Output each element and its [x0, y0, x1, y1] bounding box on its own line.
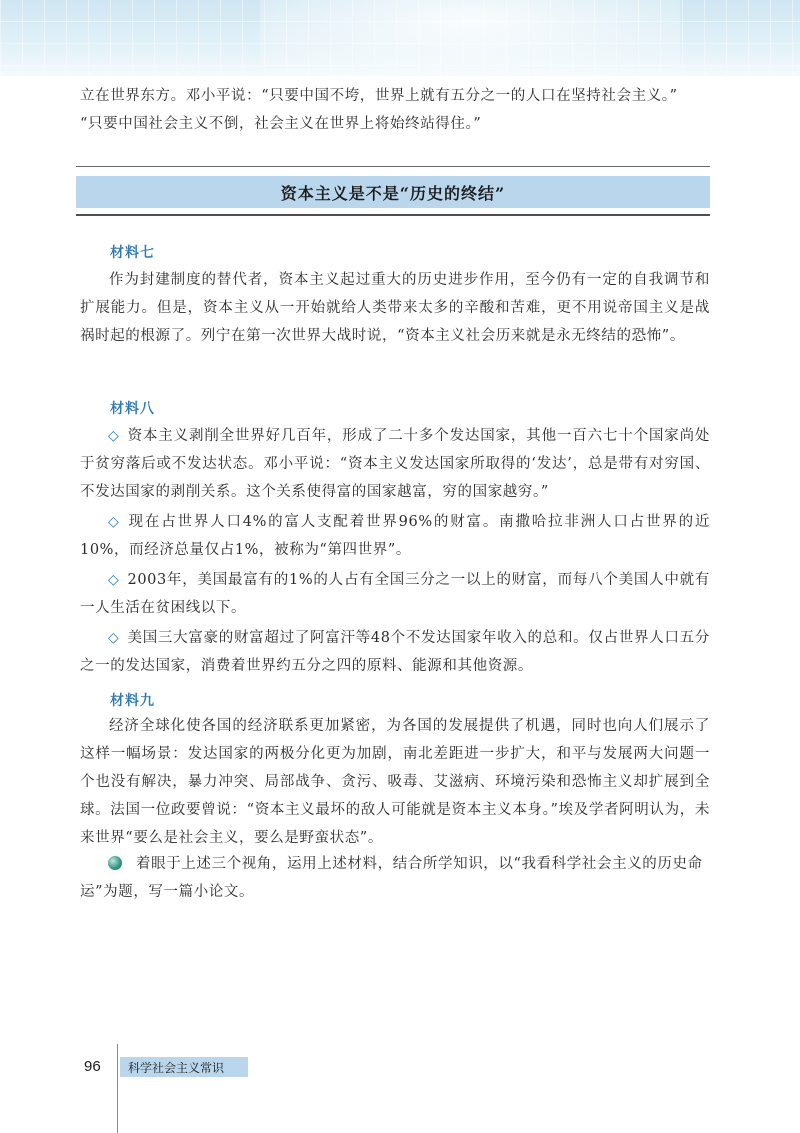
diamond-bullet-icon: ◇ [108, 514, 121, 530]
task-prompt [80, 850, 710, 906]
page-number: 96 [84, 1058, 101, 1075]
material-9-block [80, 690, 710, 852]
material-8-block [80, 398, 710, 680]
diamond-bullet-icon: ◇ [108, 572, 120, 588]
section-divider-bottom [76, 214, 710, 216]
material-8-title: 材料八 [110, 401, 155, 417]
diamond-bullet-icon: ◇ [108, 630, 120, 646]
footer-book-title: 科学社会主义常识 [120, 1057, 248, 1077]
section-title: 资本主义是不是“历史的终结” [76, 176, 710, 208]
intro-line-2: “只要中国社会主义不倒，社会主义在世界上将始终站得住。” [80, 116, 482, 132]
material-9-text: 经济全球化使各国的经济联系更加紧密，为各国的发展提供了机遇，同时也向人们展示了这样一幅场景：发达国家的两极分化更为加剧，南北差距进一步扩大，和平与发展两大问题一个也没有解决，暴力冲突、局部战争、贪污、吸毒、艾滋病、环境污染和恐怖主义却扩展到全球。法国一位政要曾说：“资本主义最坏的敌人可能就是资本主义本身。”埃及学者阿明认为，未来世界“要么是社会主义，要么是野蛮状态”。 [80, 718, 710, 846]
material-8-item-text: 美国三大富豪的财富超过了阿富汗等48个不发达国家年收入的总和。仅占世界人口五分之一的发达国家，消费着世界约五分之四的原料、能源和其他资源。 [80, 630, 710, 674]
material-7-block [80, 242, 710, 350]
material-8-item-text: 现在占世界人口4%的富人支配着世界96%的财富。南撒哈拉非洲人口占世界的近10%，而经济总量仅占1%，被称为“第四世界”。 [80, 514, 710, 558]
header-banner [0, 0, 800, 76]
diamond-bullet-icon: ◇ [108, 428, 120, 444]
banner-glow [260, 0, 680, 76]
footer-rule [117, 1044, 118, 1133]
material-8-item [80, 508, 710, 564]
material-8-item [80, 566, 710, 622]
material-7-title: 材料七 [110, 245, 155, 261]
intro-line-1: 立在世界东方。邓小平说：“只要中国不垮，世界上就有五分之一的人口在坚持社会主义。” [80, 88, 678, 104]
globe-icon [108, 856, 122, 870]
material-8-item [80, 624, 710, 680]
material-8-item-text: 2003年，美国最富有的1%的人占有全国三分之一以上的财富，而每八个美国人中就有一人生活在贫困线以下。 [80, 572, 710, 616]
material-8-item-text: 资本主义剥削全世界好几百年，形成了二十多个发达国家，其他一百六七十个国家尚处于贫穷落后或不发达状态。邓小平说：“资本主义发达国家所取得的‘发达’，总是带有对穷国、不发达国家的剥削关系。这个关系使得富的国家越富，穷的国家越穷。” [80, 428, 711, 500]
intro-block [80, 82, 710, 138]
material-8-item [80, 422, 710, 506]
section-divider-top [76, 166, 710, 167]
material-9-title: 材料九 [110, 693, 155, 709]
material-7-text: 作为封建制度的替代者，资本主义起过重大的历史进步作用，至今仍有一定的自我调节和扩展能力。但是，资本主义从一开始就给人类带来太多的辛酸和苦难，更不用说帝国主义是战祸时起的根源了。列宁在第一次世界大战时说，“资本主义社会历来就是永无终结的恐怖”。 [80, 272, 710, 344]
task-text: 着眼于上述三个视角，运用上述材料，结合所学知识，以“我看科学社会主义的历史命运”为题，写一篇小论文。 [80, 856, 703, 900]
